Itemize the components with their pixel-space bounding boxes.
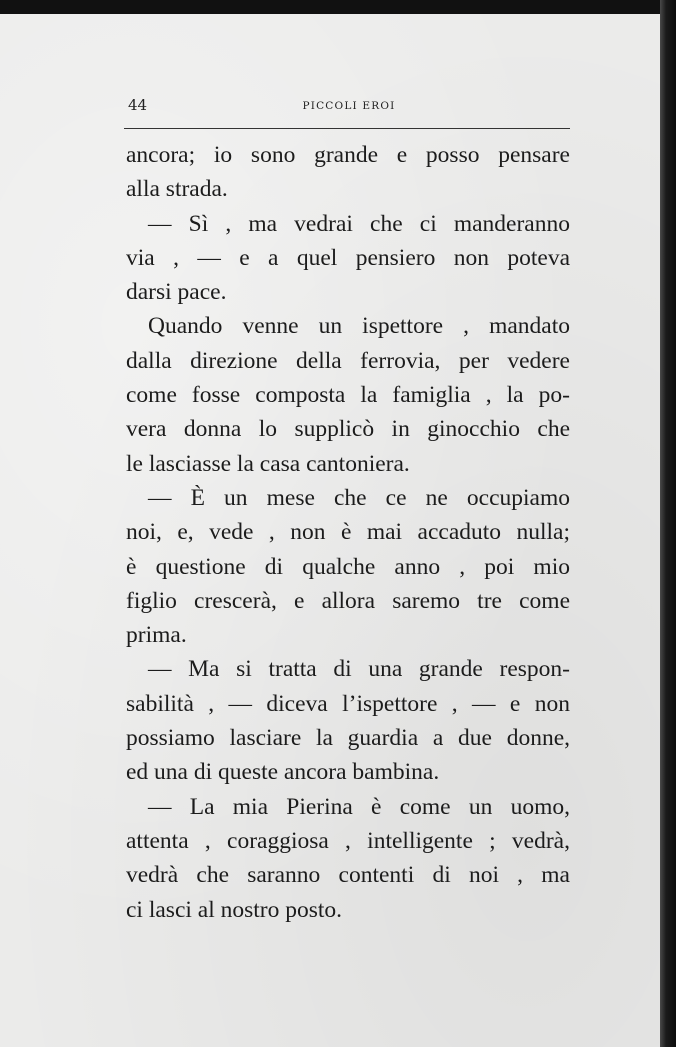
page-header	[128, 96, 570, 122]
text-line: via , — e a quel pensiero non poteva	[126, 244, 570, 271]
text-line: sabilità , — diceva l’ispettore , — e non	[126, 690, 570, 717]
text-line: possiamo lasciare la guardia a due donne,	[126, 725, 570, 752]
text-line: ancora; io sono grande e posso pensare	[126, 142, 570, 168]
scan-top-border	[0, 0, 676, 14]
text-line: è questione di qualche anno , poi mio	[126, 553, 570, 580]
text-line: ed una di queste ancora bambina.	[126, 759, 440, 786]
text-line: vedrà che saranno contenti di noi , ma	[126, 862, 570, 889]
body-text	[126, 138, 570, 927]
text-line: figlio crescerà, e allora saremo tre come	[126, 587, 570, 614]
text-line: alla strada.	[126, 176, 228, 203]
text-line: prima.	[126, 622, 187, 649]
text-line: ci lasci al nostro posto.	[126, 896, 343, 923]
text-line: le lasciasse la casa cantoniera.	[126, 450, 410, 477]
text-line: attenta , coraggiosa , intelligente ; vedrà,	[126, 827, 570, 854]
text-line: — È un mese che ce ne occupiamo	[148, 484, 570, 511]
text-line: come fosse composta la famiglia , la po-	[126, 382, 570, 409]
text-line: dalla direzione della ferrovia, per vedere	[126, 347, 570, 374]
text-line: vera donna lo supplicò in ginocchio che	[126, 416, 570, 443]
text-line: darsi pace.	[126, 279, 227, 306]
text-line: noi, e, vede , non è mai accaduto nulla;	[126, 519, 570, 546]
running-title: PICCOLI EROI	[302, 100, 396, 112]
text-line: — Ma si tratta di una grande respon-	[148, 656, 570, 683]
text-line: Quando venne un ispettore , mandato	[148, 313, 570, 340]
text-line: — Sì , ma vedrai che ci manderanno	[148, 210, 570, 237]
text-line: — La mia Pierina è come un uomo,	[148, 793, 570, 820]
header-rule	[124, 128, 570, 129]
page-number: 44	[128, 96, 148, 114]
scan-right-border	[660, 0, 676, 1047]
